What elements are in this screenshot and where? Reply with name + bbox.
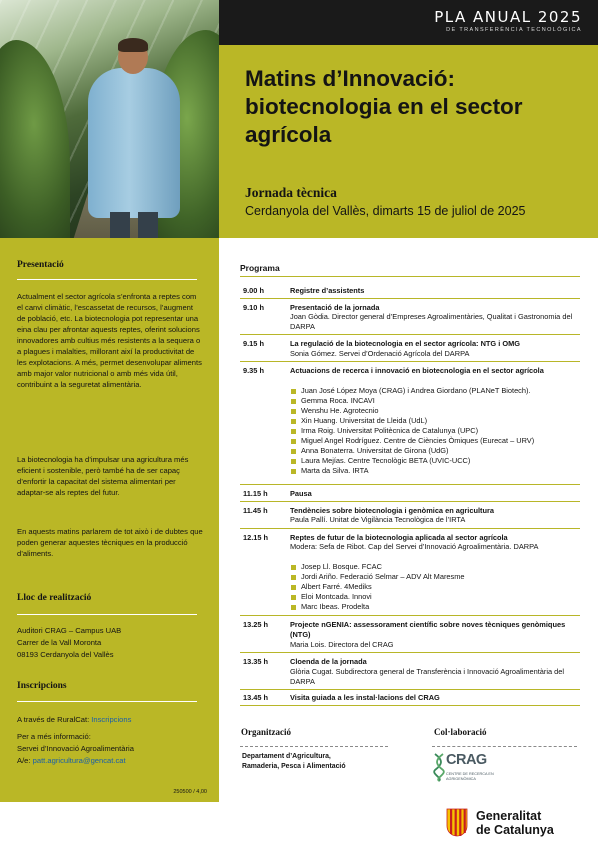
crag-name: CRAG [446, 752, 487, 768]
presentacio-paragraph: En aquests matins parlarem de tot això i de dubtes que poden generar aquestes tècniques en la producció d’aliments. [17, 527, 203, 558]
list-item: Anna Bonaterra. Universitat de Girona (UdG) [290, 446, 534, 456]
agenda-speaker: Paula Pallí. Unitat de Vigilància Tecnològica de l’IRTA [290, 515, 466, 524]
presentacio-paragraph: Actualment el sector agrícola s’enfronta a reptes com el canvi climàtic, l’escassetat de recursos, l’augment de població, etc. La biotecnologia pot representar una eina clau per afrontar aquests reptes, oferint solucions innovadores amb cultius més resistents a la sequera o a plagues i malalties, millorant així la productivitat de les explotacions. A més, permet desenvolupar aliments amb major valor nutricional o amb més vida útil, contribuint a la seguretat alimentària. [17, 292, 202, 389]
inscripcions-link[interactable]: Inscripcions [91, 715, 132, 724]
agenda-time: 12.15 h [243, 533, 269, 542]
agenda-title: Reptes de futur de la biotecnologia aplicada al sector agrícola [290, 533, 508, 542]
agenda-title: Tendències sobre biotecnologia i genòmica en agricultura [290, 506, 494, 515]
agenda-title: Projecte nGENIA: assessorament científic sobre noves tècniques genòmiques (NTG) [290, 620, 566, 639]
agenda-title: Presentació de la jornada [290, 303, 380, 312]
agenda-time: 9.35 h [243, 366, 264, 375]
generalitat-name: Generalitat de Catalunya [476, 809, 554, 837]
list-item: Wenshu He. Agrotecnio [290, 406, 534, 416]
reference-code: 250500 / 4,00 [173, 789, 207, 795]
top-bar [219, 0, 598, 45]
list-item: Xin Huang. Universitat de Lleida (UdL) [290, 416, 534, 426]
lloc-line: Carrer de la Vall Moronta [17, 638, 102, 647]
programa-heading: Programa [240, 263, 280, 273]
presentacio-paragraph: La biotecnologia ha d’impulsar una agricultura més eficient i sostenible, però també ha de ser capaç d’enfortir la capacitat del sistema alimentari per adaptar-se als reptes del futur. [17, 455, 189, 497]
info-line: Servei d’Innovació Agroalimentària [17, 744, 134, 753]
list-item: Marta da Silva. IRTA [290, 466, 534, 476]
agenda-title: Registre d’assistents [290, 286, 365, 295]
event-type: Jornada tècnica [245, 185, 337, 200]
info-line: Per a més informació: [17, 732, 91, 741]
email-link[interactable]: patt.agricultura@gencat.cat [32, 756, 126, 765]
agenda-speaker: Maria Lois. Directora del CRAG [290, 640, 394, 649]
agenda-speaker: Sonia Gómez. Servei d’Ordenació Agrícola del DARPA [290, 349, 470, 358]
list-item: Eloi Montcada. Innovi [290, 592, 464, 602]
agenda-title: La regulació de la biotecnologia en el sector agrícola: NTG i OMG [290, 339, 520, 348]
agenda-moderator: Modera: Sefa de Ribot. Cap del Servei d’Innovació Agroalimentària. DARPA [290, 542, 539, 551]
agenda-time: 13.25 h [243, 620, 269, 629]
crag-subtitle: CENTRE DE RECERCA EN AGRIGENÒMICA [446, 772, 494, 781]
list-item: Miguel Angel Rodríguez. Centre de Ciències Òmiques (Eurecat – URV) [290, 436, 534, 446]
speaker-list [290, 562, 464, 612]
collaboracio-heading: Col·laboració [434, 727, 487, 737]
dna-icon [433, 752, 445, 782]
sidebar [0, 238, 219, 802]
lloc-line: 08193 Cerdanyola del Vallès [17, 650, 114, 659]
brand-tagline: DE TRANSFERÈNCIA TECNOLÒGICA [446, 27, 582, 33]
inscripcions-via: A través de RuralCat: Inscripcions [17, 715, 132, 724]
agenda-title: Cloenda de la jornada [290, 657, 367, 666]
agenda-title: Actuacions de recerca i innovació en biotecnologia en el sector agrícola [290, 366, 544, 375]
crag-logo [433, 752, 503, 786]
inscripcions-heading: Inscripcions [17, 681, 67, 691]
list-item: Jordi Ariño. Federació Selmar – ADV Alt Maresme [290, 572, 464, 582]
list-item: Juan José López Moya (CRAG) i Andrea Giordano (PLANeT Biotech). [290, 386, 534, 396]
organitzacio-heading: Organització [241, 727, 291, 737]
agenda-time: 9.15 h [243, 339, 264, 348]
list-item: Marc Ibeas. Prodelta [290, 602, 464, 612]
agenda-time: 13.35 h [243, 657, 269, 666]
list-item: Albert Farré. 4Mediks [290, 582, 464, 592]
list-item: Josep Ll. Bosque. FCAC [290, 562, 464, 572]
lloc-heading: Lloc de realització [17, 593, 92, 603]
agenda-title: Visita guiada a les instal·lacions del CRAG [290, 693, 440, 702]
agenda-title: Pausa [290, 489, 312, 498]
email-line: A/e: patt.agricultura@gencat.cat [17, 756, 126, 765]
organitzacio-department: Departament d’Agricultura, Ramaderia, Pesca i Alimentació [242, 753, 346, 770]
agenda-speaker: Glòria Cugat. Subdirectora general de Transferència i Innovació Agroalimentària del DARPA [290, 667, 565, 686]
agenda-time: 11.15 h [243, 489, 268, 498]
lloc-line: Auditori CRAG – Campus UAB [17, 626, 122, 635]
page-title: Matins d’Innovació: biotecnologia en el sector agrícola [245, 66, 523, 147]
speaker-list [290, 386, 534, 476]
generalitat-logo [446, 806, 586, 840]
hero-banner [219, 45, 598, 238]
agenda-time: 9.10 h [243, 303, 264, 312]
list-item: Irma Roig. Universitat Politècnica de Catalunya (UPC) [290, 426, 534, 436]
agenda-time: 9.00 h [243, 286, 264, 295]
brand-logo [434, 8, 582, 33]
greenhouse-photo [0, 0, 219, 238]
brand-name: PLA ANUAL 2025 [434, 8, 582, 26]
list-item: Laura Mejías. Centre Tecnològic BETA (UVIC-UCC) [290, 456, 534, 466]
agenda-speaker: Joan Gòdia. Director general d’Empreses Agroalimentàries, Qualitat i Gastronomia del DARPA [290, 312, 573, 331]
senyera-icon [446, 808, 468, 837]
list-item: Gemma Roca. INCAVI [290, 396, 534, 406]
presentacio-heading: Presentació [17, 260, 64, 270]
agenda-time: 11.45 h [243, 506, 268, 515]
event-location-date: Cerdanyola del Vallès, dimarts 15 de juliol de 2025 [245, 204, 526, 218]
agenda-time: 13.45 h [243, 693, 269, 702]
